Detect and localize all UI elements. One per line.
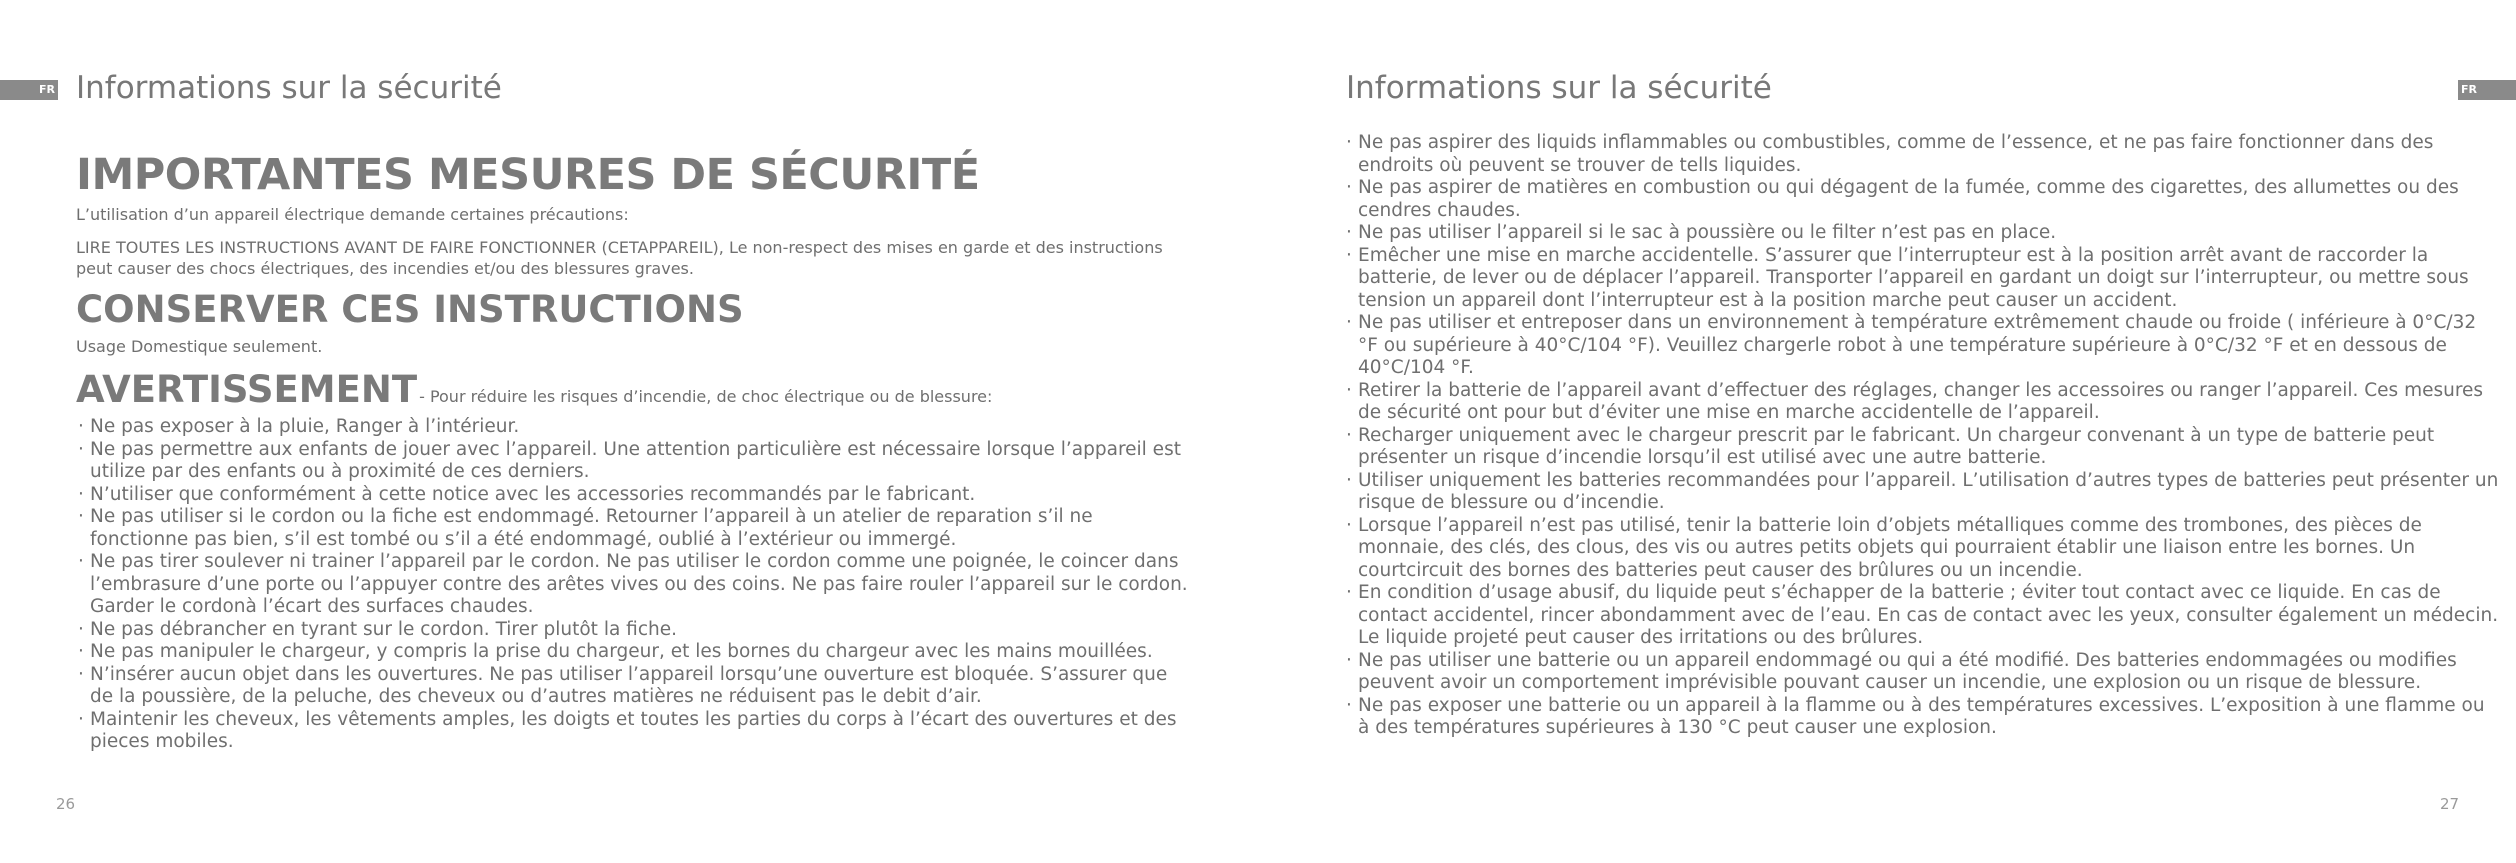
list-item: · Emêcher une mise en marche accidentelle. S’assurer que l’interrupteur est à la position arrêt avant de raccorder la batterie, de lever ou de déplacer l’appareil. Transporter l’appareil en gardant un doigt sur l’interrupteur, ou mettre sous tension un appareil dont l’interrupteur est à la position marche peut causer un accident. (1346, 245, 2501, 313)
language-tag: FR (0, 80, 58, 100)
page-number: 26 (56, 795, 76, 813)
section-header-title: Informations sur la sécurité (1346, 70, 1772, 106)
main-heading: IMPORTANTES MESURES DE SÉCURITÉ (76, 150, 980, 200)
language-tag: FR (2458, 80, 2516, 100)
list-item: · Ne pas débrancher en tyrant sur le cordon. Tirer plutôt la fiche. (78, 619, 1193, 642)
list-item: · Ne pas utiliser une batterie ou un appareil endommagé ou qui a été modifié. Des batteries endommagées ou modifies peuvent avoir un comportement imprévisible pouvant causer un incendie, une explosion ou un risque de blessure. (1346, 650, 2501, 695)
list-item: · Ne pas permettre aux enfants de jouer avec l’appareil. Une attention particulière est nécessaire lorsque l’appareil est utilize par des enfants ou à proximité de ces derniers. (78, 439, 1193, 484)
list-item: · Ne pas utiliser et entreposer dans un environnement à température extrêmement chaude ou froide ( inférieure à 0°C/32 °F ou supérieure à 40°C/104 °F). Veuillez chargerle robot à une température supérieure à 0°C/32 °F et en dessous de 40°C/104 °F. (1346, 312, 2501, 380)
list-item: · En condition d’usage abusif, du liquide peut s’échapper de la batterie ; éviter tout contact avec ce liquide. En cas de contact accidentel, rincer abondamment avec de l’eau. En cas de contact avec les yeux, consulter également un médecin. Le liquide projeté peut causer des irritations ou des brûlures. (1346, 582, 2501, 650)
page-number: 27 (2440, 795, 2460, 813)
list-item: · Ne pas exposer à la pluie, Ranger à l’intérieur. (78, 416, 1193, 439)
list-item: · Recharger uniquement avec le chargeur prescrit par le fabricant. Un chargeur convenant à un type de batterie peut présenter un risque d’incendie lorsqu’il est utilisé avec une autre batterie. (1346, 425, 2501, 470)
list-item: · N’utiliser que conformément à cette notice avec les accessories recommandés par le fabricant. (78, 484, 1193, 507)
domestic-use-text: Usage Domestique seulement. (76, 337, 323, 356)
read-instructions-text: LIRE TOUTES LES INSTRUCTIONS AVANT DE FAIRE FONCTIONNER (CETAPPAREIL), Le non-respect des mises en garde et des instructions peut causer des chocs électriques, des incendies et/ou des blessures graves. (76, 238, 1163, 278)
list-item: · Lorsque l’appareil n’est pas utilisé, tenir la batterie loin d’objets métalliques comme des trombones, des pièces de monnaie, des clés, des clous, des vis ou autres petits objets qui pourraient établir une liaison entre les bornes. Un courtcircuit des bornes des batteries peut causer des brûlures ou un incendie. (1346, 515, 2501, 583)
intro-text: L’utilisation d’un appareil électrique demande certaines précautions: (76, 205, 629, 224)
list-item: · Ne pas aspirer des liquids inflammables ou combustibles, comme de l’essence, et ne pas faire fonctionner dans des endroits où peuvent se trouver de tells liquides. (1346, 132, 2501, 177)
list-item: · Retirer la batterie de l’appareil avant d’effectuer des réglages, changer les accessoires ou ranger l’appareil. Ces mesures de sécurité ont pour but d’éviter une mise en marche accidentelle de l’appareil. (1346, 380, 2501, 425)
list-item: · Maintenir les cheveux, les vêtements amples, les doigts et toutes les parties du corps à l’écart des ouvertures et des pieces mobiles. (78, 709, 1193, 754)
left-safety-list (78, 416, 1193, 754)
list-item: · Utiliser uniquement les batteries recommandées pour l’appareil. L’utilisation d’autres types de batteries peut présenter un risque de blessure ou d’incendie. (1346, 470, 2501, 515)
list-item: · Ne pas exposer une batterie ou un appareil à la flamme ou à des températures excessives. L’exposition à une flamme ou à des températures supérieures à 130 °C peut causer une explosion. (1346, 695, 2501, 740)
list-item: · Ne pas utiliser si le cordon ou la fiche est endommagé. Retourner l’appareil à un atelier de reparation s’il ne fonctionne pas bien, s’il est tombé ou s’il a été endommagé, oublié à l’extérieur ou immergé. (78, 506, 1193, 551)
list-item: · Ne pas manipuler le chargeur, y compris la prise du chargeur, et les bornes du chargeur avec les mains mouillées. (78, 641, 1193, 664)
right-safety-list (1346, 132, 2501, 740)
conserve-heading: CONSERVER CES INSTRUCTIONS (76, 288, 744, 331)
warning-row (76, 368, 992, 411)
list-item: · N’insérer aucun objet dans les ouvertures. Ne pas utiliser l’appareil lorsqu’une ouverture est bloquée. S’assurer que de la poussière, de la peluche, des cheveux ou d’autres matières ne réduisent pas le debit d’air. (78, 664, 1193, 709)
section-header-title: Informations sur la sécurité (76, 70, 502, 106)
warning-heading: AVERTISSEMENT (76, 368, 418, 411)
list-item: · Ne pas aspirer de matières en combustion ou qui dégagent de la fumée, comme des cigarettes, des allumettes ou des cendres chaudes. (1346, 177, 2501, 222)
right-page (1258, 0, 2516, 863)
warning-text: - Pour réduire les risques d’incendie, de choc électrique ou de blessure: (419, 387, 993, 406)
list-item: · Ne pas utiliser l’appareil si le sac à poussière ou le filter n’est pas en place. (1346, 222, 2501, 245)
list-item: · Ne pas tirer soulever ni trainer l’appareil par le cordon. Ne pas utiliser le cordon comme une poignée, le coincer dans l’embrasure d’une porte ou l’appuyer contre des arêtes vives ou des coins. Ne pas faire rouler l’appareil sur le cordon. Garder le cordonà l’écart des surfaces chaudes. (78, 551, 1193, 619)
